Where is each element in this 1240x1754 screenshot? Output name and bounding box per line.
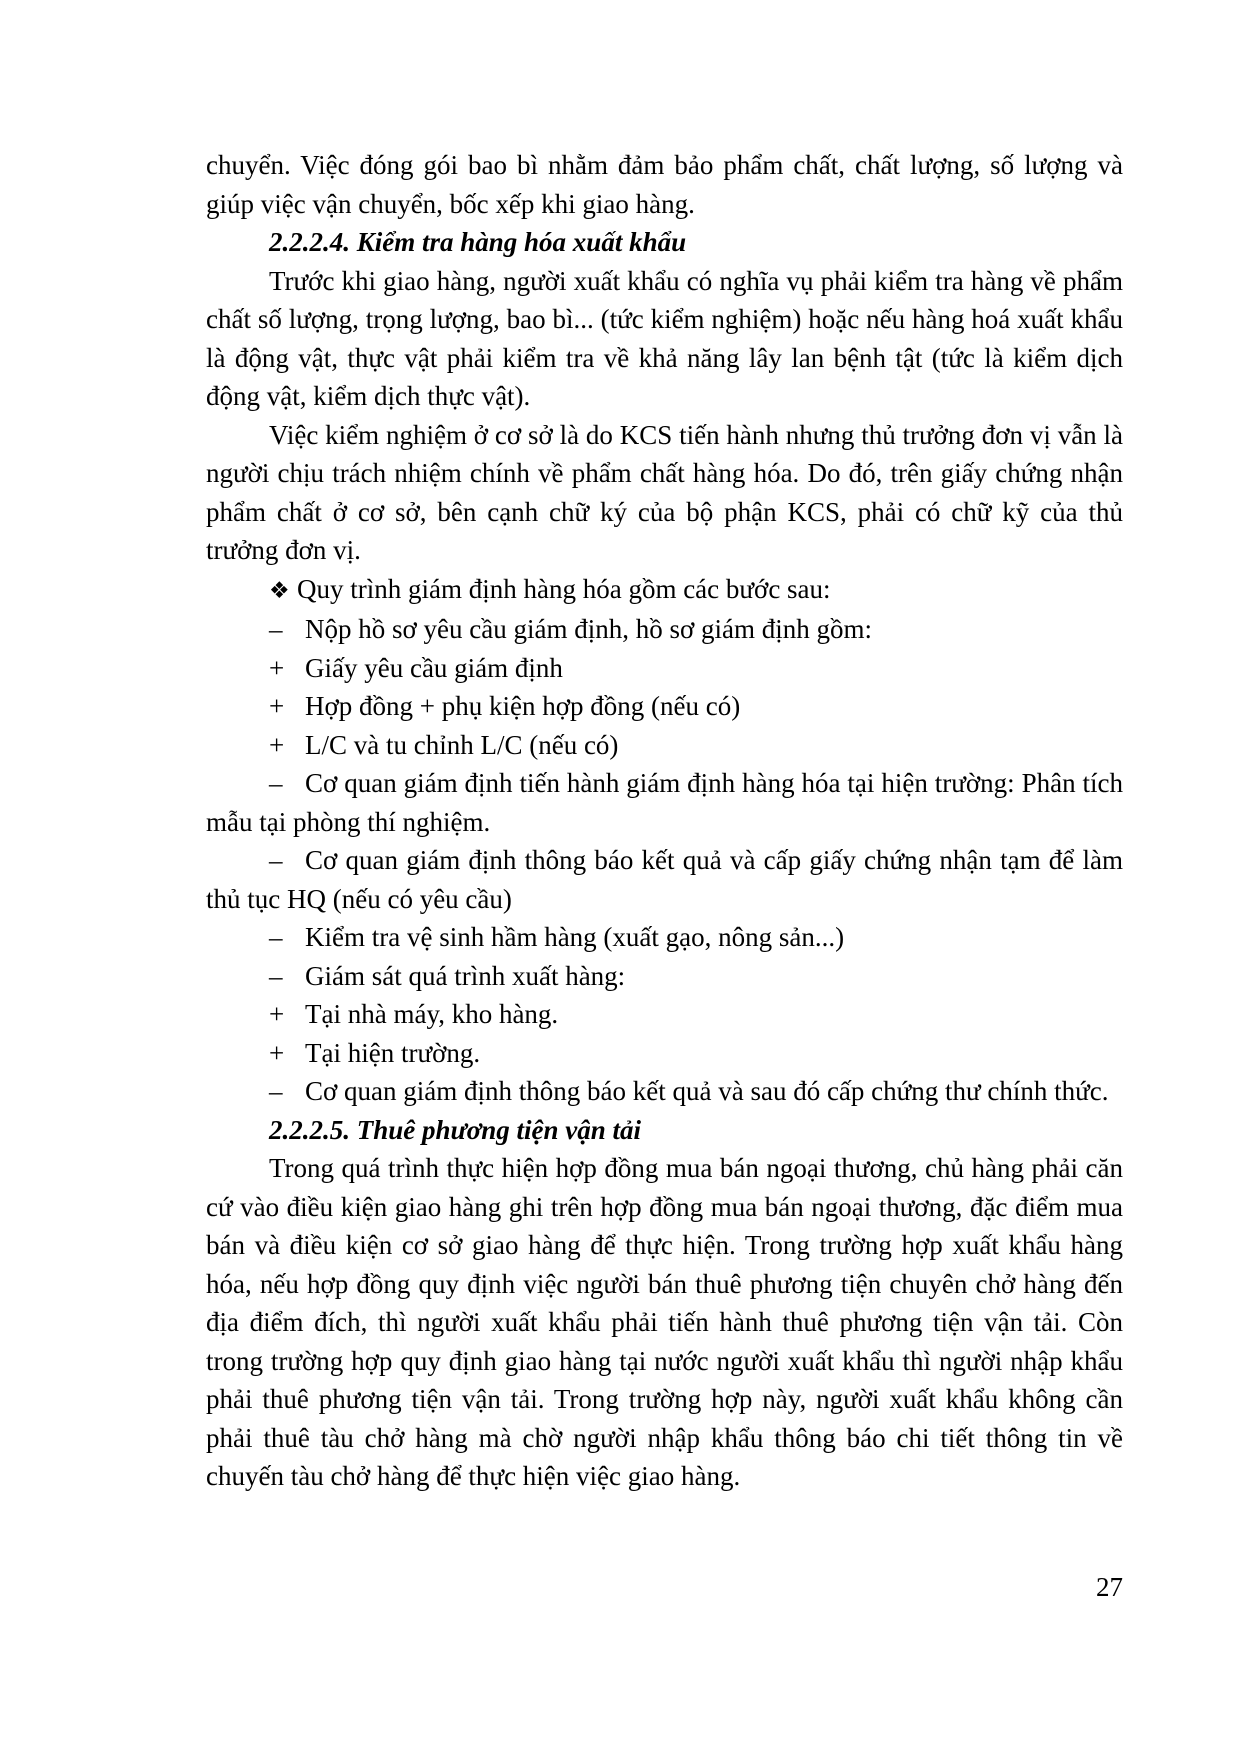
dash-bullet-icon: – bbox=[269, 960, 283, 991]
list-item-text: Giấy yêu cầu giám định bbox=[305, 652, 563, 683]
list-item-text: Nộp hồ sơ yêu cầu giám định, hồ sơ giám định gồm: bbox=[305, 614, 872, 644]
dash-bullet-icon: – bbox=[269, 1076, 283, 1106]
list-item bbox=[206, 610, 1123, 649]
dash-bullet-icon: – bbox=[269, 922, 283, 952]
plus-bullet-icon: + bbox=[269, 999, 285, 1029]
list-item bbox=[206, 1072, 1123, 1111]
list-item-text: Giám sát quá trình xuất hàng: bbox=[305, 960, 626, 991]
list-item-text: L/C và tu chỉnh L/C (nếu có) bbox=[305, 729, 619, 760]
list-item bbox=[206, 918, 1123, 957]
list-item-text: Cơ quan giám định tiến hành giám định hàng hóa tại hiện trường: Phân tích mẫu tại phòng thí nghiệm. bbox=[206, 768, 1123, 837]
plus-bullet-icon: + bbox=[269, 729, 285, 760]
list-item-text: Tại hiện trường. bbox=[305, 1037, 481, 1068]
list-item-text: Cơ quan giám định thông báo kết quả và sau đó cấp chứng thư chính thức. bbox=[305, 1076, 1109, 1106]
plus-bullet-icon: + bbox=[269, 1037, 285, 1068]
list-item bbox=[206, 995, 1123, 1034]
list-item bbox=[206, 1034, 1123, 1073]
dash-bullet-icon: – bbox=[269, 845, 283, 875]
list-item bbox=[206, 841, 1123, 918]
page-number: 27 bbox=[1096, 1572, 1123, 1602]
plus-bullet-icon: + bbox=[269, 691, 285, 721]
list-item bbox=[206, 687, 1123, 726]
dash-bullet-icon: – bbox=[269, 614, 283, 644]
plus-bullet-icon: + bbox=[269, 652, 285, 683]
list-item-text: Tại nhà máy, kho hàng. bbox=[305, 999, 559, 1029]
list-item-text: Quy trình giám định hàng hóa gồm các bước sau: bbox=[297, 573, 831, 604]
list-item-text: Cơ quan giám định thông báo kết quả và cấp giấy chứng nhận tạm để làm thủ tục HQ (nếu có yêu cầu) bbox=[206, 845, 1123, 914]
section-heading-2-2-2-4: 2.2.2.4. Kiểm tra hàng hóa xuất khẩu bbox=[269, 227, 687, 257]
paragraph-kcs-responsibility: Việc kiểm nghiệm ở cơ sở là do KCS tiến hành nhưng thủ trưởng đơn vị vẫn là người chịu trách nhiệm chính về phẩm chất hàng hóa. Do đó, trên giấy chứng nhận phẩm chất ở cơ sở, bên cạnh chữ ký của bộ phận KCS, phải có chữ kỹ của thủ trưởng đơn vị. bbox=[206, 419, 1123, 565]
section-heading-2-2-2-5: 2.2.2.5. Thuê phương tiện vận tải bbox=[269, 1114, 641, 1145]
paragraph-transport-charter: Trong quá trình thực hiện hợp đồng mua bán ngoại thương, chủ hàng phải căn cứ vào điều kiện giao hàng ghi trên hợp đồng mua bán ngoại thương, đặc điểm mua bán và điều kiện cơ sở giao hàng để thực hiện. Trong trường hợp xuất khẩu hàng hóa, nếu hợp đồng quy định việc người bán thuê phương tiện chuyên chở hàng đến địa điểm đích, thì người xuất khẩu phải tiến hành thuê phương tiện vận tải. Còn trong trường hợp quy định giao hàng tại nước người xuất khẩu thì người nhập khẩu phải thuê phương tiện vận tải. Trong trường hợp này, người xuất khẩu không cần phải thuê tàu chở hàng mà chờ người nhập khẩu thông báo chi tiết thông tin về chuyến tàu chở hàng để thực hiện việc giao hàng. bbox=[206, 1153, 1123, 1491]
list-item bbox=[206, 764, 1123, 841]
list-item bbox=[206, 726, 1123, 765]
diamond-bullet-icon: ❖ bbox=[269, 577, 290, 604]
page-content bbox=[206, 146, 1123, 1496]
list-item bbox=[206, 649, 1123, 688]
paragraph-packing-continuation: chuyển. Việc đóng gói bao bì nhằm đảm bảo phẩm chất, chất lượng, số lượng và giúp việc vận chuyển, bốc xếp khi giao hàng. bbox=[206, 150, 1123, 219]
list-item bbox=[206, 957, 1123, 996]
dash-bullet-icon: – bbox=[269, 768, 283, 798]
list-item bbox=[206, 570, 1123, 611]
list-item-text: Kiểm tra vệ sinh hầm hàng (xuất gạo, nông sản...) bbox=[305, 922, 845, 952]
paragraph-inspection-intro: Trước khi giao hàng, người xuất khẩu có nghĩa vụ phải kiểm tra hàng về phẩm chất số lượng, trọng lượng, bao bì... (tức kiểm nghiệm) hoặc nếu hàng hoá xuất khẩu là động vật, thực vật phải kiểm tra về khả năng lây lan bệnh tật (tức là kiểm dịch động vật, kiểm dịch thực vật). bbox=[206, 265, 1123, 411]
list-item-text: Hợp đồng + phụ kiện hợp đồng (nếu có) bbox=[305, 691, 741, 721]
